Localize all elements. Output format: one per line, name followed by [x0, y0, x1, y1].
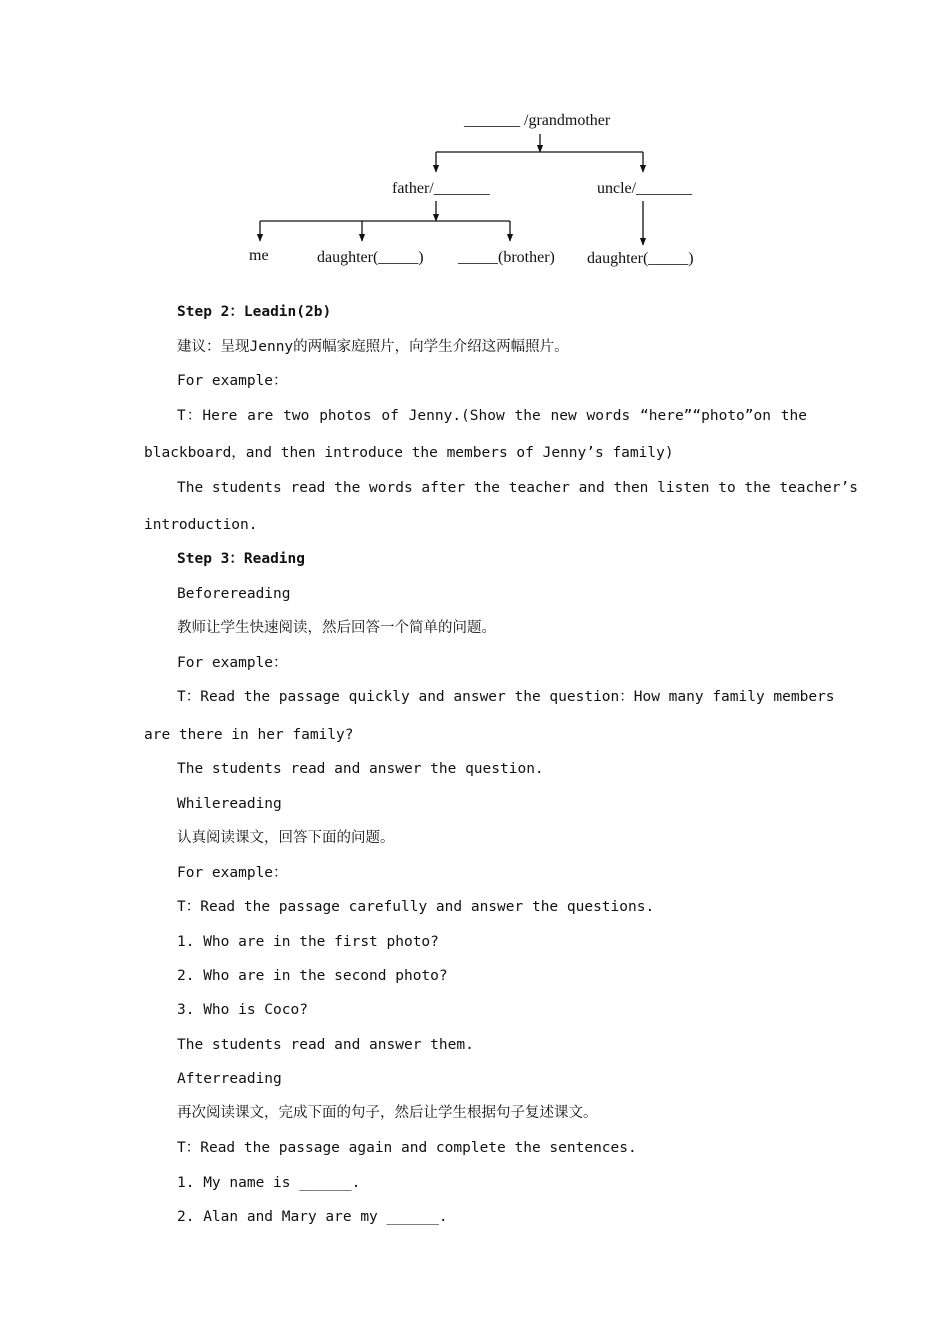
- students-line-2: introduction.: [144, 517, 258, 533]
- teacher-read-line-1: T：Read the passage quickly and answer the question：How many family members: [177, 689, 835, 705]
- for-example-label: For example：: [177, 373, 288, 389]
- step2-heading: Step 2：Leadin(2b): [177, 304, 332, 320]
- tree-daughter-cousin: daughter(_____): [587, 250, 694, 267]
- suggestion-text: 建议：呈现Jenny的两幅家庭照片，向学生介绍这两幅照片。: [177, 339, 569, 355]
- after-reading-label: Afterreading: [177, 1071, 282, 1087]
- tree-daughter-sister: daughter(_____): [317, 249, 424, 266]
- teacher-here-line-1: T：Here are two photos of Jenny.(Show the new words “here”“photo”on the: [177, 408, 807, 424]
- teacher-again-line: T：Read the passage again and complete the sentences.: [177, 1140, 637, 1156]
- tree-father: father/_______: [392, 180, 490, 197]
- step3-heading: Step 3：Reading: [177, 551, 305, 567]
- question-1: 1. Who are in the first photo?: [177, 934, 439, 950]
- family-tree-diagram: [0, 0, 950, 290]
- quick-reading-instruction: 教师让学生快速阅读，然后回答一个简单的问题。: [177, 620, 496, 636]
- while-reading-label: Whilereading: [177, 796, 282, 812]
- tree-brother: _____(brother): [458, 249, 555, 266]
- students-them-line: The students read and answer them.: [177, 1037, 474, 1053]
- teacher-here-line-2: blackboard，and then introduce the members of Jenny’s family): [144, 445, 674, 461]
- again-reading-instruction: 再次阅读课文，完成下面的句子，然后让学生根据句子复述课文。: [177, 1105, 598, 1121]
- teacher-read-line-2: are there in her family?: [144, 727, 354, 743]
- for-example-label: For example：: [177, 655, 288, 671]
- careful-reading-instruction: 认真阅读课文，回答下面的问题。: [177, 830, 395, 846]
- for-example-label: For example：: [177, 865, 288, 881]
- tree-me: me: [249, 247, 269, 264]
- sentence-2: 2. Alan and Mary are my ______.: [177, 1209, 448, 1225]
- question-3: 3. Who is Coco?: [177, 1002, 308, 1018]
- family-tree-connectors: [0, 0, 950, 290]
- question-2: 2. Who are in the second photo?: [177, 968, 448, 984]
- students-line-1: The students read the words after the teacher and then listen to the teacher’s: [177, 480, 858, 496]
- before-reading-label: Beforereading: [177, 586, 291, 602]
- tree-uncle: uncle/_______: [597, 180, 693, 197]
- students-answer-line: The students read and answer the question.: [177, 761, 544, 777]
- teacher-careful-line: T：Read the passage carefully and answer the questions.: [177, 899, 655, 915]
- sentence-1: 1. My name is ______.: [177, 1175, 361, 1191]
- tree-grandparents: _______ /grandmother: [464, 112, 611, 129]
